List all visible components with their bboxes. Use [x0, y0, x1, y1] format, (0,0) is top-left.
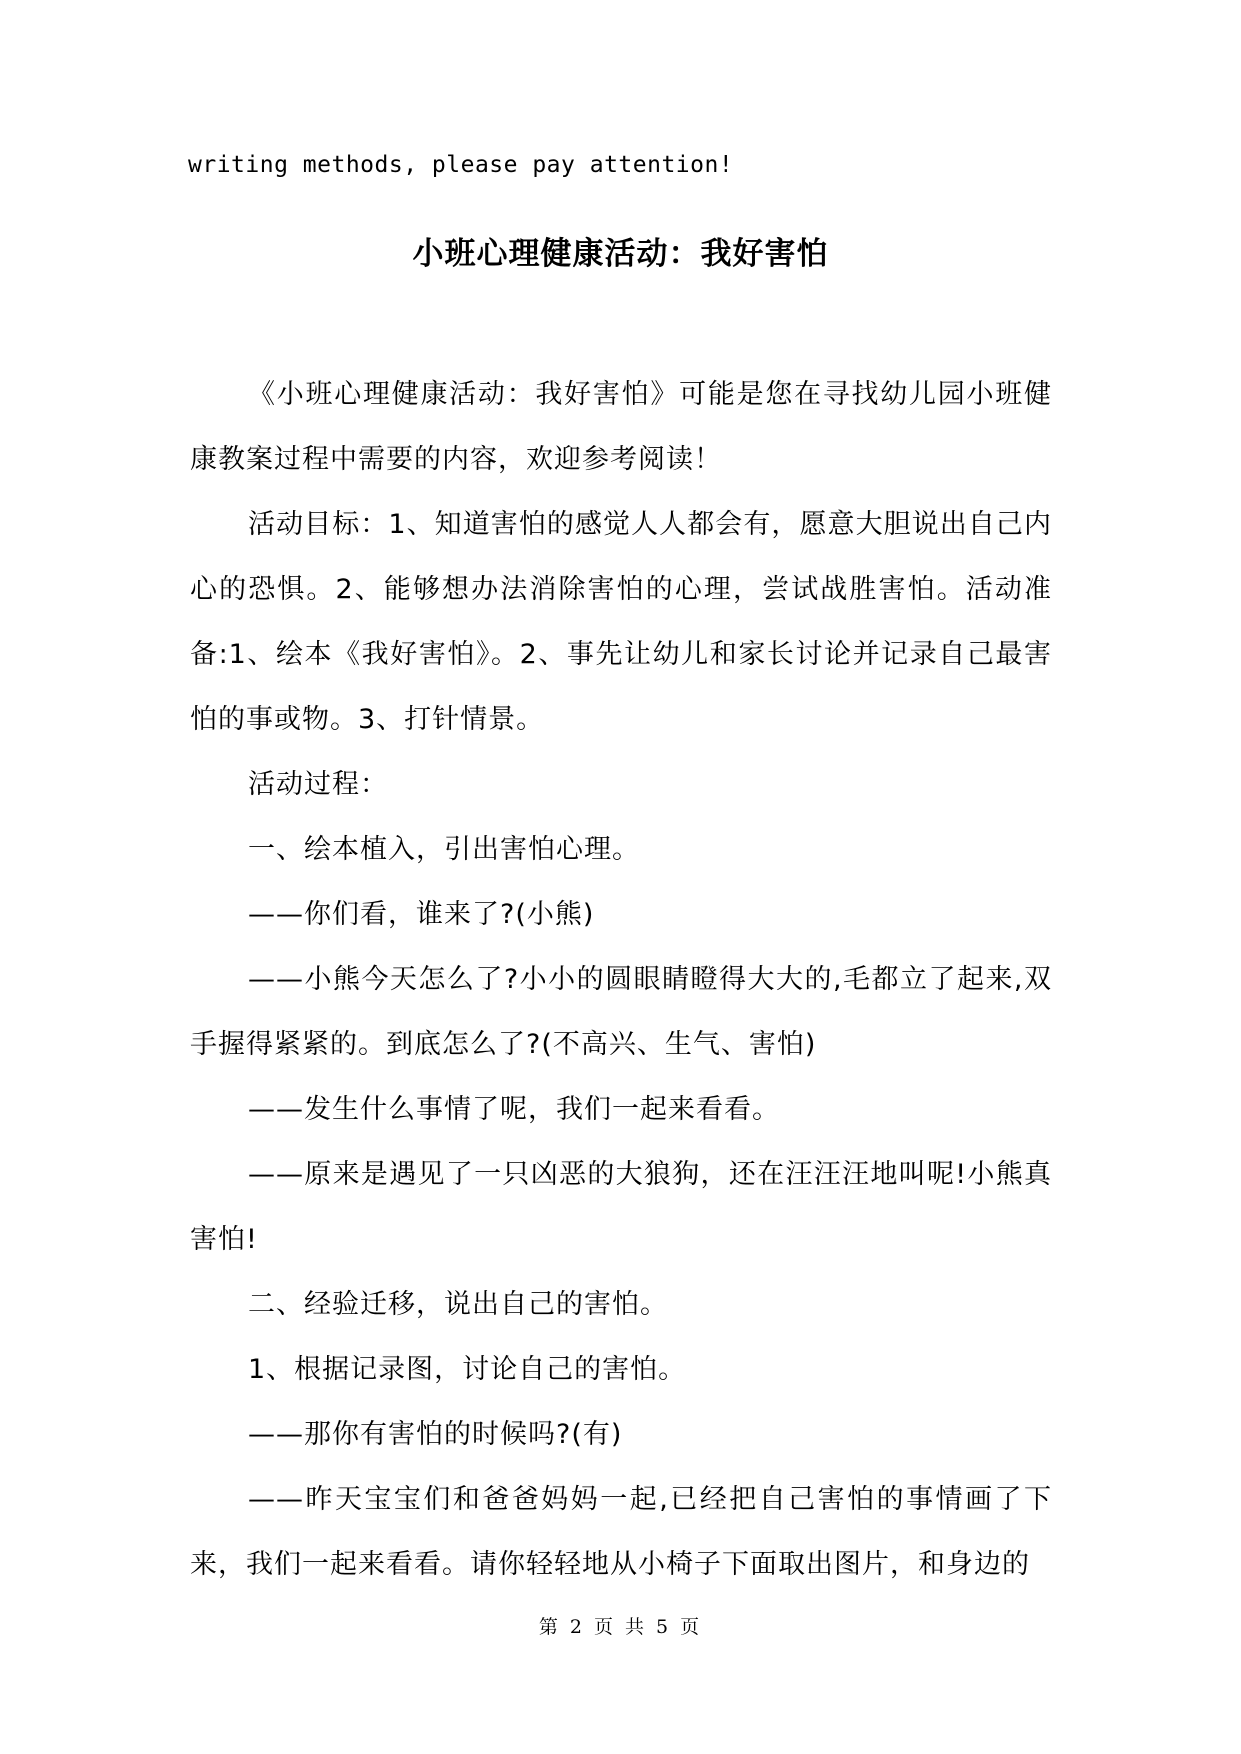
header-note: writing methods, please pay attention!: [188, 152, 734, 178]
paragraph-goals: 活动目标：1、知道害怕的感觉人人都会有，愿意大胆说出自己内心的恐惧。2、能够想办法消除害怕的心理，尝试战胜害怕。活动准备:1、绘本《我好害怕》。2、事先让幼儿和家长讨论并记录自己最害怕的事或物。3、打针情景。: [190, 509, 1052, 735]
paragraph-subsection: 1、根据记录图，讨论自己的害怕。: [248, 1354, 687, 1385]
page-number: 第 2 页 共 5 页: [538, 1616, 703, 1638]
paragraph-section-one: 一、绘本植入，引出害怕心理。: [248, 834, 640, 865]
paragraph-process-heading: 活动过程：: [248, 769, 388, 800]
paragraph-intro: 《小班心理健康活动：我好害怕》可能是您在寻找幼儿园小班健康教案过程中需要的内容，欢迎参考阅读！: [190, 379, 1052, 475]
paragraph-dialogue: ——发生什么事情了呢，我们一起来看看。: [248, 1094, 780, 1125]
paragraph-dialogue: ——昨天宝宝们和爸爸妈妈一起,已经把自己害怕的事情画了下来，我们一起来看看。请你轻轻地从小椅子下面取出图片，和身边的: [190, 1484, 1052, 1580]
document-body: [190, 362, 1052, 1597]
paragraph-dialogue: ——原来是遇见了一只凶恶的大狼狗，还在汪汪汪地叫呢!小熊真害怕!: [190, 1159, 1052, 1255]
paragraph-dialogue: ——你们看，谁来了?(小熊): [248, 899, 595, 930]
document-title: 小班心理健康活动：我好害怕: [412, 236, 829, 272]
paragraph-section-two: 二、经验迁移，说出自己的害怕。: [248, 1289, 668, 1320]
paragraph-dialogue: ——小熊今天怎么了?小小的圆眼睛瞪得大大的,毛都立了起来,双手握得紧紧的。到底怎么了?(不高兴、生气、害怕): [190, 964, 1052, 1060]
paragraph-dialogue: ——那你有害怕的时候吗?(有): [248, 1419, 623, 1450]
